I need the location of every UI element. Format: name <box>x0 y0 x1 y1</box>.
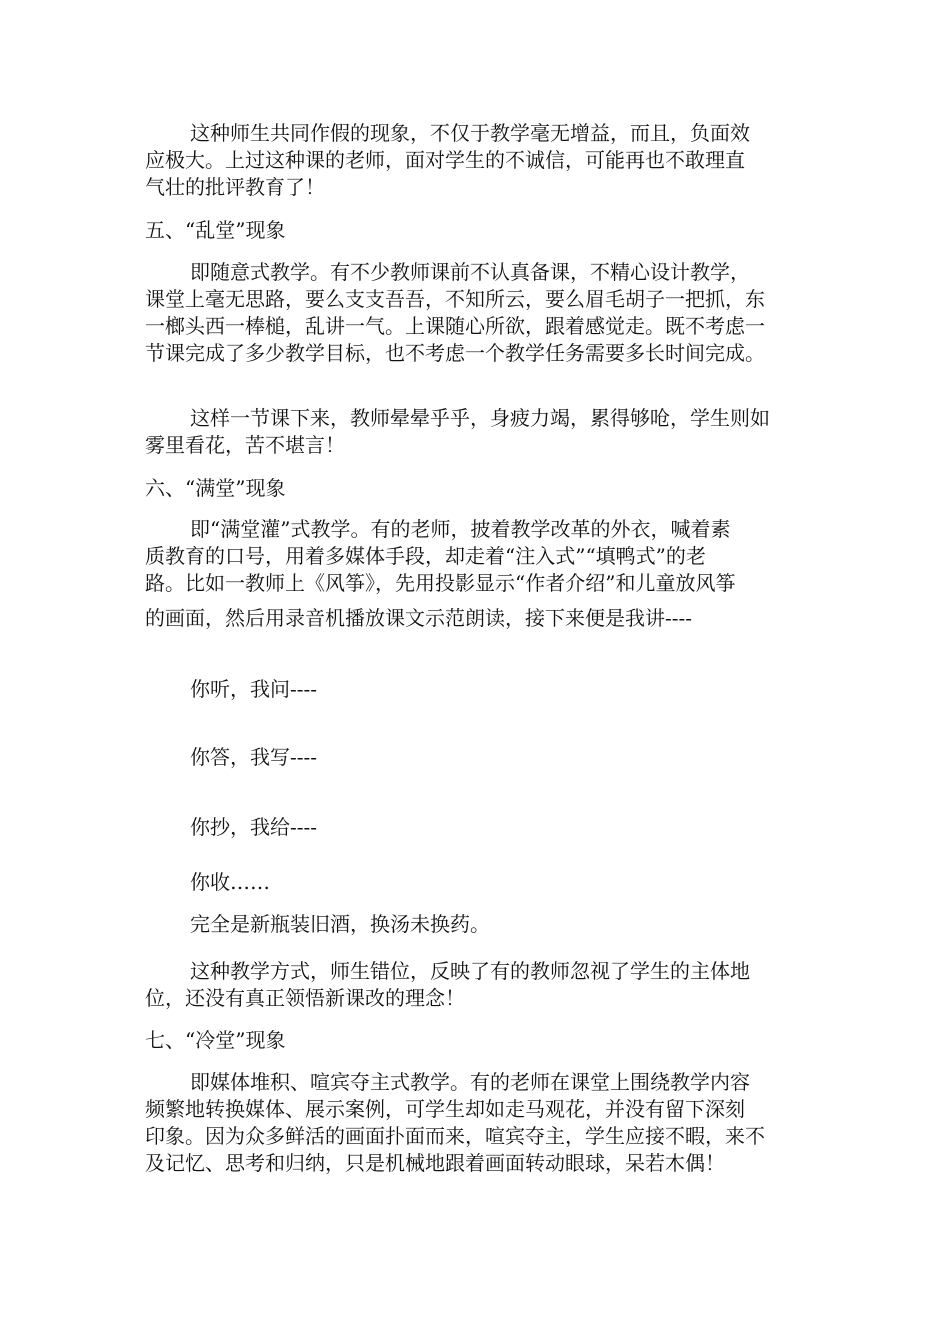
text-line: 一榔头西一棒槌，乱讲一气。上课随心所欲，跟着感觉走。既不考虑一 <box>145 314 765 338</box>
paragraph-role-reversal <box>145 958 813 1012</box>
text-line: 及记忆、思考和归纳，只是机械地跟着画面转动眼球，呆若木偶！ <box>145 1151 725 1175</box>
text-line: 这种师生共同作假的现象，不仅于教学毫无增益，而且，负面效 <box>190 121 750 145</box>
paragraph-random-teaching <box>145 259 813 367</box>
text-line: 位，还没有真正领悟新课改的理念！ <box>145 986 465 1010</box>
paragraph-after-class <box>145 405 813 459</box>
text-line: 质教育的口号，用着多媒体手段，却走着“注入式”“填鸭式”的老 <box>145 544 706 568</box>
text-line: 雾里看花，苦不堪言！ <box>145 433 345 457</box>
dialogue-line: 你抄，我给---- <box>190 815 318 839</box>
text-line: 即“满堂灌”式教学。有的老师，披着教学改革的外衣，喊着素 <box>190 517 731 541</box>
dialogue-line: 你听，我问---- <box>190 677 318 701</box>
dialogue-line: 你答，我写---- <box>190 745 318 769</box>
paragraph-false-teaching-effect <box>145 120 813 201</box>
summary-line: 完全是新瓶装旧酒，换汤未换药。 <box>190 912 490 936</box>
text-line: 课堂上毫无思路，要么支支吾吾，不知所云，要么眉毛胡子一把抓，东 <box>145 287 765 311</box>
paragraph-continuation: 的画面，然后用录音机播放课文示范朗读，接下来便是我讲---- <box>145 606 693 630</box>
section-heading-5: 五、“乱堂”现象 <box>145 218 286 242</box>
section-heading-6: 六、“满堂”现象 <box>145 476 286 500</box>
text-line: 即媒体堆积、喧宾夺主式教学。有的老师在课堂上围绕教学内容 <box>190 1070 750 1094</box>
text-line: 这种教学方式，师生错位，反映了有的教师忽视了学生的主体地 <box>190 959 750 983</box>
text-line: 应极大。上过这种课的老师，面对学生的不诚信，可能再也不敢理直 <box>145 148 745 172</box>
text-line: 即随意式教学。有不少教师课前不认真备课，不精心设计教学， <box>190 260 750 284</box>
paragraph-full-teaching <box>145 516 813 597</box>
text-line: 气壮的批评教育了！ <box>145 175 325 199</box>
text-line: 印象。因为众多鲜活的画面扑面而来，喧宾夺主，学生应接不暇，来不 <box>145 1124 765 1148</box>
text-line: 这样一节课下来，教师晕晕乎乎，身疲力竭，累得够呛，学生则如 <box>190 406 770 430</box>
text-line: 节课完成了多少教学目标，也不考虑一个教学任务需要多长时间完成。 <box>145 341 765 365</box>
dialogue-line: 你收…… <box>190 870 270 894</box>
text-line: 频繁地转换媒体、展示案例，可学生却如走马观花，并没有留下深刻 <box>145 1097 745 1121</box>
text-line: 路。比如一教师上《风筝》，先用投影显示“作者介绍”和儿童放风筝 <box>145 571 736 595</box>
paragraph-media-overload <box>145 1069 813 1177</box>
section-heading-7: 七、“冷堂”现象 <box>145 1028 286 1052</box>
